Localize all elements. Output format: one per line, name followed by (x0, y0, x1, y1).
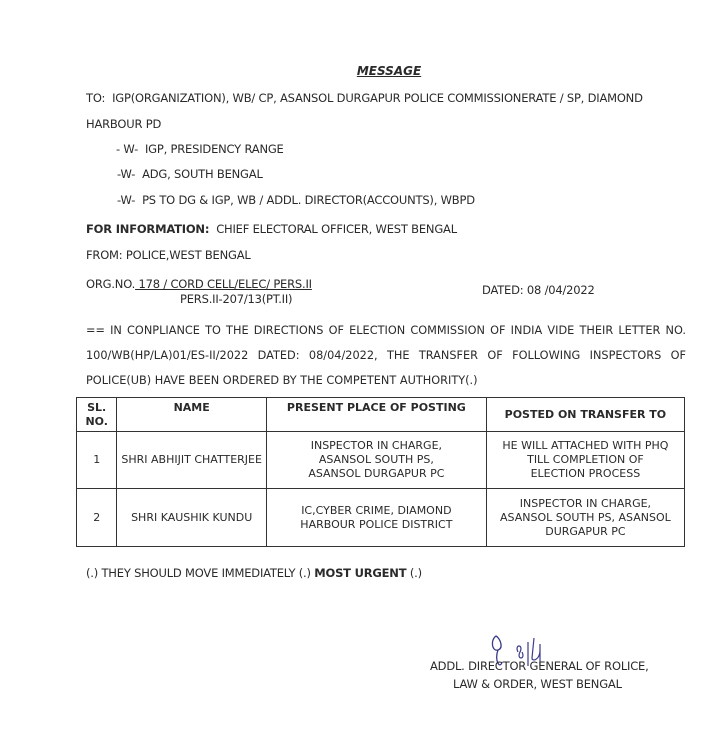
to-label: TO: (86, 91, 106, 105)
closing-pre: (.) THEY SHOULD MOVE IMMEDIATELY (.) (86, 566, 315, 580)
with-item-2 (117, 167, 263, 181)
to-recipients: IGP(ORGANIZATION), WB/ CP, ASANSOL DURGAPUR POLICE COMMISSIONERATE / SP, DIAMOND (112, 91, 643, 105)
org-no-sub: PERS.II-207/13(PT.II) (180, 292, 293, 306)
most-urgent-text: MOST URGENT (314, 566, 407, 580)
org-no-label: ORG.NO. (86, 277, 136, 291)
from-line: FROM: POLICE,WEST BENGAL (86, 248, 251, 262)
header-name: NAME (117, 398, 267, 432)
for-information-text: CHIEF ELECTORAL OFFICER, WEST BENGAL (216, 222, 457, 236)
org-no-line (86, 277, 312, 291)
header-posted-to: POSTED ON TRANSFER TO (486, 398, 684, 432)
with-prefix: - W- (116, 142, 139, 156)
cell-name: SHRI KAUSHIK KUNDU (117, 489, 267, 547)
with-text: ADG, SOUTH BENGAL (142, 167, 263, 181)
with-item-1 (116, 142, 284, 156)
org-no-value: 178 / CORD CELL/ELEC/ PERS.II (135, 277, 312, 291)
table-row (77, 489, 685, 547)
for-information-line (86, 222, 457, 236)
with-text: IGP, PRESIDENCY RANGE (144, 142, 284, 156)
header-sl-no: SL. NO. (77, 398, 117, 432)
closing-line (86, 566, 422, 580)
with-text: PS TO DG & IGP, WB / ADDL. DIRECTOR(ACCOUNTS), WBPD (142, 193, 475, 207)
table-header-row (77, 398, 685, 432)
compliance-paragraph: == IN CONPLIANCE TO THE DIRECTIONS OF ELECTION COMMISSION OF INDIA VIDE THEIR LETTER NO. 100/WB(HP/LA)01/ES-II/2022 DATED: 08/04/2022, THE TRANSFER OF FOLLOWING INSPECTORS OF POLICE(UB) HAVE BEEN ORDERED BY THE COMPETENT AUTHORITY(.) (86, 324, 686, 387)
closing-post: (.) (406, 566, 422, 580)
table-row (77, 432, 685, 489)
cell-posted: HE WILL ATTACHED WITH PHQ TILL COMPLETION OF ELECTION PROCESS (486, 432, 684, 489)
transfer-table (76, 397, 685, 547)
cell-sl: 1 (77, 432, 117, 489)
document-title: MESSAGE (356, 64, 422, 78)
signature-line-1: ADDL. DIRECTOR GENERAL OF ROLICE, (430, 659, 649, 673)
with-prefix: -W- (117, 193, 136, 207)
dated-text: DATED: 08 /04/2022 (482, 283, 595, 297)
with-item-3 (117, 193, 475, 207)
header-present-posting: PRESENT PLACE OF POSTING (266, 398, 486, 432)
to-line-1 (86, 91, 643, 105)
signature-line-2: LAW & ORDER, WEST BENGAL (453, 677, 622, 691)
cell-sl: 2 (77, 489, 117, 547)
with-prefix: -W- (117, 167, 136, 181)
cell-name: SHRI ABHIJIT CHATTERJEE (117, 432, 267, 489)
cell-present: IC,CYBER CRIME, DIAMOND HARBOUR POLICE DISTRICT (266, 489, 486, 547)
for-information-label: FOR INFORMATION: (86, 222, 210, 236)
cell-present: INSPECTOR IN CHARGE, ASANSOL SOUTH PS, ASANSOL DURGAPUR PC (266, 432, 486, 489)
to-line-2: HARBOUR PD (86, 117, 162, 131)
cell-posted: INSPECTOR IN CHARGE, ASANSOL SOUTH PS, ASANSOL DURGAPUR PC (486, 489, 684, 547)
